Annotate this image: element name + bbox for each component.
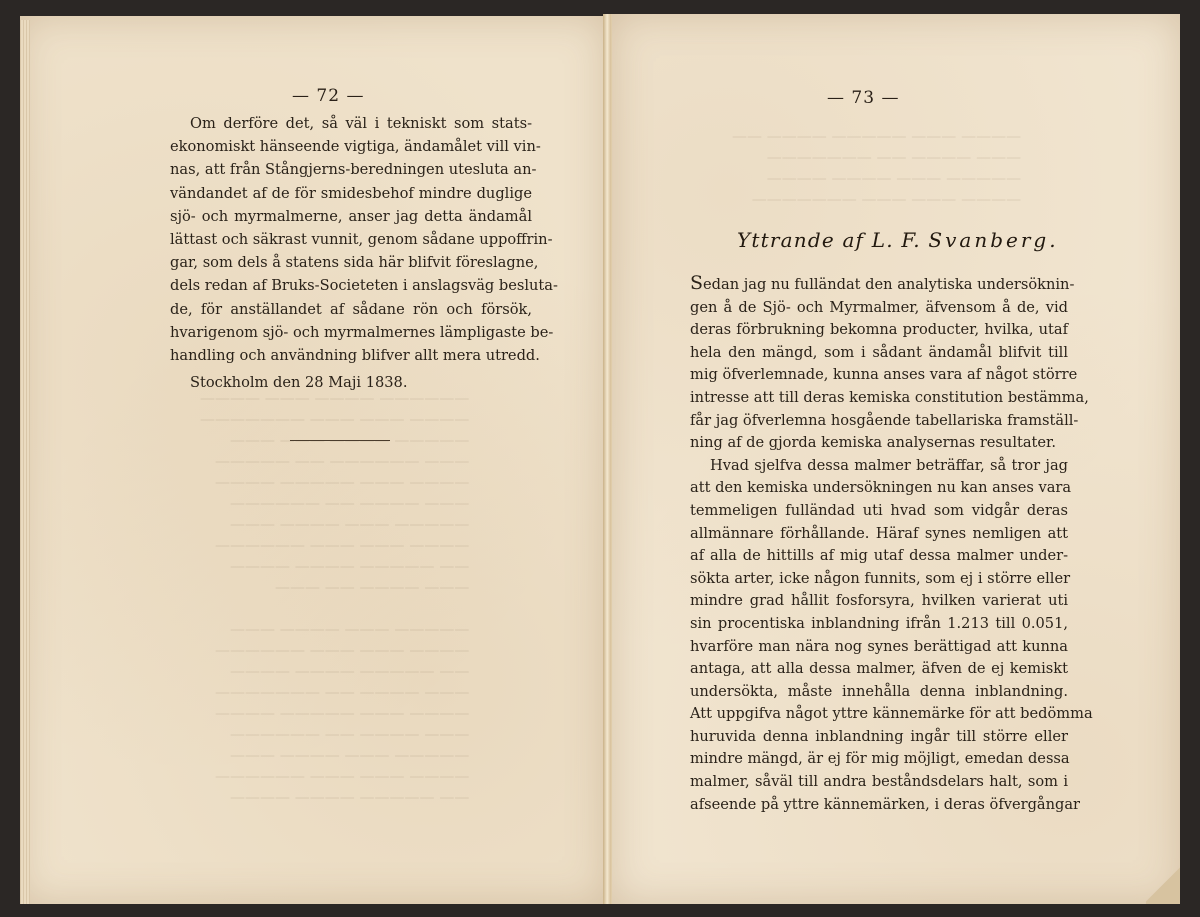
- text-line: Att uppgifva något yttre kännemärke för att bedömma: [690, 705, 1093, 723]
- heading-author-name: Svanberg.: [928, 228, 1059, 252]
- text-line: af alla de hittills af mig utaf dessa malmer under-: [690, 547, 1068, 565]
- page-corner: [1146, 864, 1180, 904]
- text-line: gar, som dels å statens sida här blifvit föreslagne,: [170, 254, 539, 272]
- text-line: temmeligen fulländad uti hvad som vidgår deras: [690, 501, 1068, 519]
- text-line: malmer, såväl till andra beståndsdelars halt, som i: [690, 773, 1068, 791]
- text-line: deras förbrukning bekomna producter, hvilka, utaf: [690, 321, 1068, 339]
- text-line: Om derföre det, så väl i tekniskt som stats-: [190, 115, 532, 132]
- text-line: får jag öfverlemna hosgående tabellariska framställ-: [690, 411, 1079, 429]
- text-line: dels redan af Bruks-Societeten i anslagsväg besluta-: [170, 277, 558, 295]
- place-date-signoff: Stockholm den 28 Maji 1838.: [190, 374, 408, 392]
- text-line: afseende på yttre kännemärken, i deras öfvergångar: [690, 795, 1081, 813]
- text-line: allmännare förhållande. Häraf synes nemligen att: [690, 524, 1068, 542]
- text-line: hvarföre man nära nog synes berättigad att kunna: [690, 637, 1068, 655]
- bleed-through-text: ———— ——— ————— ———— —— ——— ———— —— ——————— ————— ——— ———— ———— ———— ——— ——— ———————: [732, 127, 1022, 208]
- text-line: huruvida denna inblandning ingår till större eller: [690, 727, 1068, 745]
- text-line: de, för anställandet af sådane rön och försök,: [170, 300, 532, 318]
- section-divider: [290, 440, 390, 441]
- text-line: sökta arter, icke någon funnits, som ej i större eller: [690, 569, 1071, 587]
- open-book: [14, 14, 1188, 904]
- text-line: handling och användning blifver allt mera utredd.: [170, 347, 540, 365]
- text-line: undersökta, måste innehålla denna inblandning.: [690, 682, 1068, 700]
- text-line: sin procentiska inblandning ifrån 1.213 till 0.051,: [690, 614, 1068, 632]
- text-line: hvarigenom sjö- och myrmalmernes lämpligaste be-: [170, 323, 554, 341]
- right-page: [612, 14, 1180, 904]
- statement-body: [690, 272, 1093, 816]
- text-line: antaga, att alla dessa malmer, äfven de ej kemiskt: [690, 660, 1068, 678]
- text-line: mindre mängd, är ej för mig möjligt, emedan dessa: [690, 750, 1070, 768]
- text-line: ekonomiskt hänseende vigtiga, ändamålet vill vin-: [170, 138, 541, 156]
- text-line: mindre grad hållit fosforsyra, hvilken varierat uti: [690, 592, 1068, 610]
- text-line: hela den mängd, som i sådant ändamål blifvit till: [690, 343, 1068, 361]
- heading-prefix: Yttrande af L. F.: [737, 228, 921, 252]
- text-line: gen å de Sjö- och Myrmalmer, äfvensom å de, vid: [690, 298, 1068, 316]
- text-line: vändandet af de för smidesbehof mindre duglige: [170, 184, 532, 202]
- section-heading: [737, 228, 1059, 252]
- text-line: ning af de gjorda kemiska analysernas resultater.: [690, 434, 1057, 452]
- page-number: — 72 —: [292, 86, 365, 106]
- text-line: mig öfverlemnade, kunna anses vara af något större: [690, 366, 1078, 384]
- left-page: [20, 16, 606, 904]
- text-line: Hvad sjelfva dessa malmer beträffar, så tror jag: [710, 456, 1068, 474]
- page-edge-stack: [20, 20, 30, 904]
- bleed-through-text: —————— ———— ——— ———— ———— ——— ——— ——————— ————— ———— ——— ——— ——— —————— —— ————— ———— ——— ————— ———— ——— ———— —— —————— ————— ——— ———— ——— ———— ——— ——— —————— —— ————— ———— ———— ——— ———— —— ——— ————— ——— ———— ——— ———— ——— ——— —————— —— ————— ———— ———— ——— ———— —— ——————— ———— ——— ————— ———— ——— ———— —— —————— ————— ——— ———— ——— ———— ——— ——— —————— —— ————— ———— ————: [200, 389, 470, 806]
- text-line: intresse att till deras kemiska constitution bestämma,: [690, 388, 1089, 406]
- text-line: att den kemiska undersökningen nu kan anses vara: [690, 479, 1072, 497]
- text-line: sjö- och myrmalmerne, anser jag detta ändamål: [170, 207, 532, 225]
- drop-initial: S: [690, 272, 704, 294]
- text-line: Sedan jag nu fulländat den analytiska undersöknin-: [690, 272, 1075, 294]
- closing-paragraph: [170, 112, 558, 394]
- text-line: lättast och säkrast vunnit, genom sådane uppoffrin-: [170, 231, 553, 249]
- page-number: — 73 —: [827, 88, 900, 108]
- text-line: nas, att från Stångjerns-beredningen utesluta an-: [170, 161, 537, 179]
